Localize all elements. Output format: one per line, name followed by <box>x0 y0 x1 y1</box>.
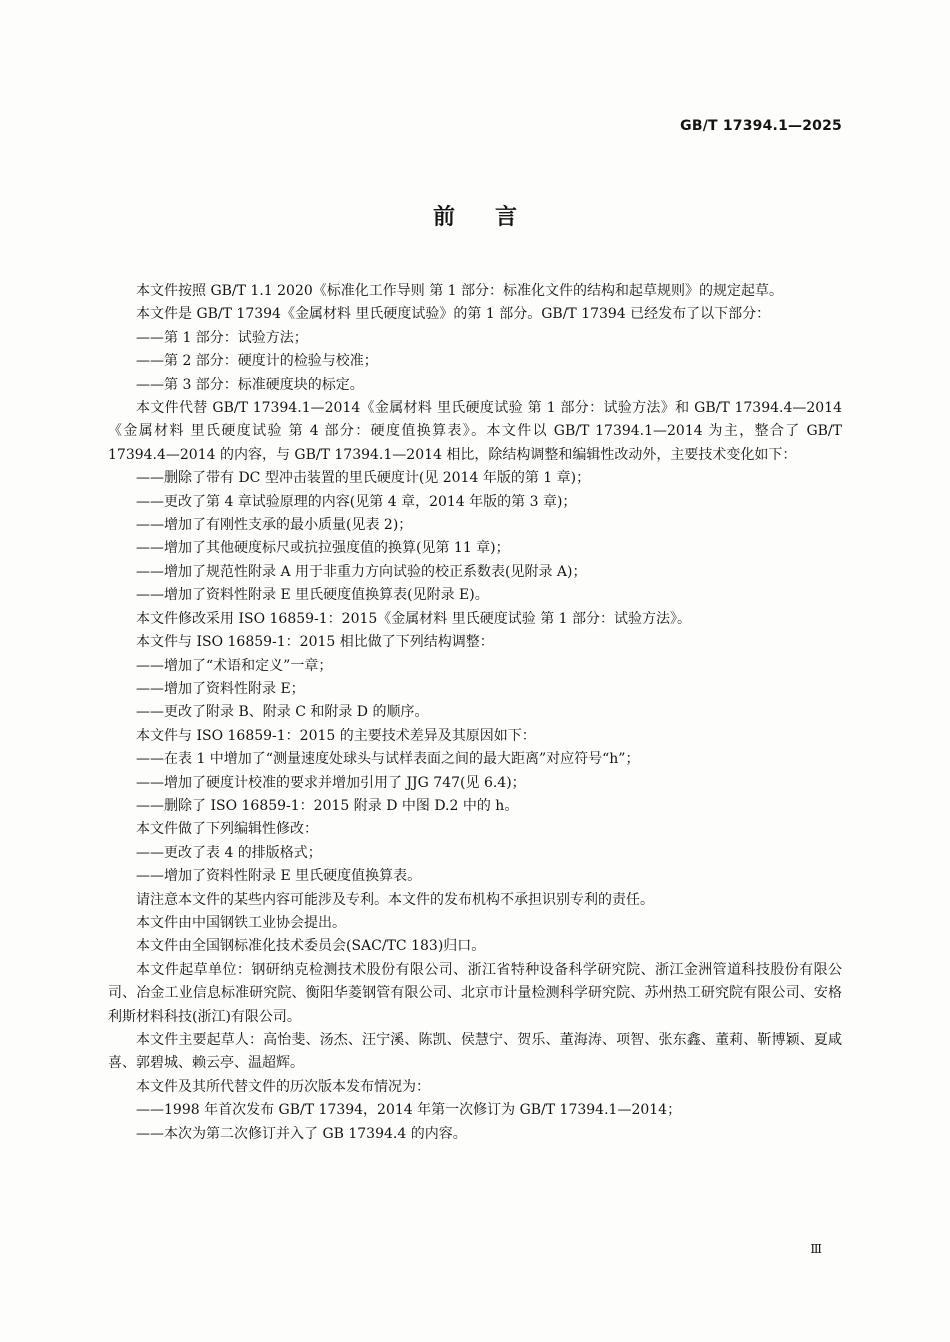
paragraph: 本文件由中国钢铁工业协会提出。 <box>136 914 346 931</box>
list-item: ——更改了附录 B、附录 C 和附录 D 的顺序。 <box>136 704 429 721</box>
paragraph: 本文件修改采用 ISO 16859-1：2015《金属材料 里氏硬度试验 第 1 部分：试验方法》。 <box>136 610 692 627</box>
list-item: ——第 1 部分：试验方法； <box>136 329 308 346</box>
list-item: ——1998 年首次发布 GB/T 17394，2014 年第一次修订为 GB/T 17394.1—2014； <box>136 1102 682 1119</box>
paragraph: 本文件起草单位：钢研纳克检测技术股份有限公司、浙江省特种设备科学研究院、浙江金洲管道科技股份有限公司、冶金工业信息标准研究院、衡阳华菱钢管有限公司、北京市计量检测科学研究院、苏州热工研究院有限公司、安格利斯材料科技(浙江)有限公司。 <box>108 961 842 1025</box>
list-item: ——更改了第 4 章试验原理的内容(见第 4 章，2014 年版的第 3 章)； <box>136 493 577 510</box>
paragraph: 本文件与 ISO 16859-1：2015 的主要技术差异及其原因如下： <box>136 727 536 744</box>
paragraph: 本文件主要起草人：高怡斐、汤杰、汪宁溪、陈凯、侯慧宁、贺乐、董海涛、项智、张东鑫、董莉、靳博颖、夏咸喜、郭碧城、赖云亭、温超辉。 <box>108 1032 842 1072</box>
page-title: 前言 <box>432 205 557 230</box>
standard-number: GB/T 17394.1—2025 <box>680 118 842 134</box>
list-item: ——更改了表 4 的排版格式； <box>136 844 322 861</box>
paragraph: 请注意本文件的某些内容可能涉及专利。本文件的发布机构不承担识别专利的责任。 <box>136 891 654 908</box>
list-item: ——第 2 部分：硬度计的检验与校准； <box>136 353 378 370</box>
document-body <box>108 280 842 1146</box>
list-item: ——本次为第二次修订并入了 GB 17394.4 的内容。 <box>136 1125 467 1142</box>
page-number: Ⅲ <box>810 1242 822 1256</box>
list-item: ——增加了“术语和定义”一章； <box>136 657 333 674</box>
list-item: ——增加了硬度计校准的要求并增加引用了 JJG 747(见 6.4)； <box>136 774 526 791</box>
list-item: ——删除了带有 DC 型冲击装置的里氏硬度计(见 2014 年版的第 1 章)； <box>136 470 591 487</box>
list-item: ——在表 1 中增加了“测量速度处球头与试样表面之间的最大距离”对应符号“h”； <box>136 751 640 768</box>
list-item: ——增加了资料性附录 E 里氏硬度值换算表。 <box>136 868 422 885</box>
list-item: ——增加了规范性附录 A 用于非重力方向试验的校正系数表(见附录 A)； <box>136 563 587 580</box>
list-item: ——增加了其他硬度标尺或抗拉强度值的换算(见第 11 章)； <box>136 540 510 557</box>
list-item: ——增加了有刚性支承的最小质量(见表 2)； <box>136 517 413 534</box>
paragraph: 本文件由全国钢标准化技术委员会(SAC/TC 183)归口。 <box>136 938 486 955</box>
list-item: ——第 3 部分：标准硬度块的标定。 <box>136 376 364 393</box>
list-item: ——删除了 ISO 16859-1：2015 附录 D 中图 D.2 中的 h。 <box>136 797 519 814</box>
paragraph: 本文件及其所代替文件的历次版本发布情况为： <box>136 1078 430 1095</box>
paragraph: 本文件做了下列编辑性修改： <box>136 821 318 838</box>
list-item: ——增加了资料性附录 E； <box>136 680 305 697</box>
paragraph: 本文件代替 GB/T 17394.1—2014《金属材料 里氏硬度试验 第 1 部分：试验方法》和 GB/T 17394.4—2014《金属材料 里氏硬度试验 第 4 部分：硬度值换算表》。本文件以 GB/T 17394.1—2014 为主，整合了 GB/T 17394.4—2014 的内容，与 GB/T 17394.1—2014 相比，除结构调整和编辑性改动外，主要技术变化如下： <box>108 400 842 463</box>
list-item: ——增加了资料性附录 E 里氏硬度值换算表(见附录 E)。 <box>136 587 489 604</box>
paragraph: 本文件与 ISO 16859-1：2015 相比做了下列结构调整： <box>136 634 494 651</box>
paragraph: 本文件按照 GB/T 1.1 2020《标准化工作导则 第 1 部分：标准化文件的结构和起草规则》的规定起草。 <box>136 283 784 299</box>
paragraph: 本文件是 GB/T 17394《金属材料 里氏硬度试验》的第 1 部分。GB/T 17394 已经发布了以下部分： <box>136 306 771 323</box>
